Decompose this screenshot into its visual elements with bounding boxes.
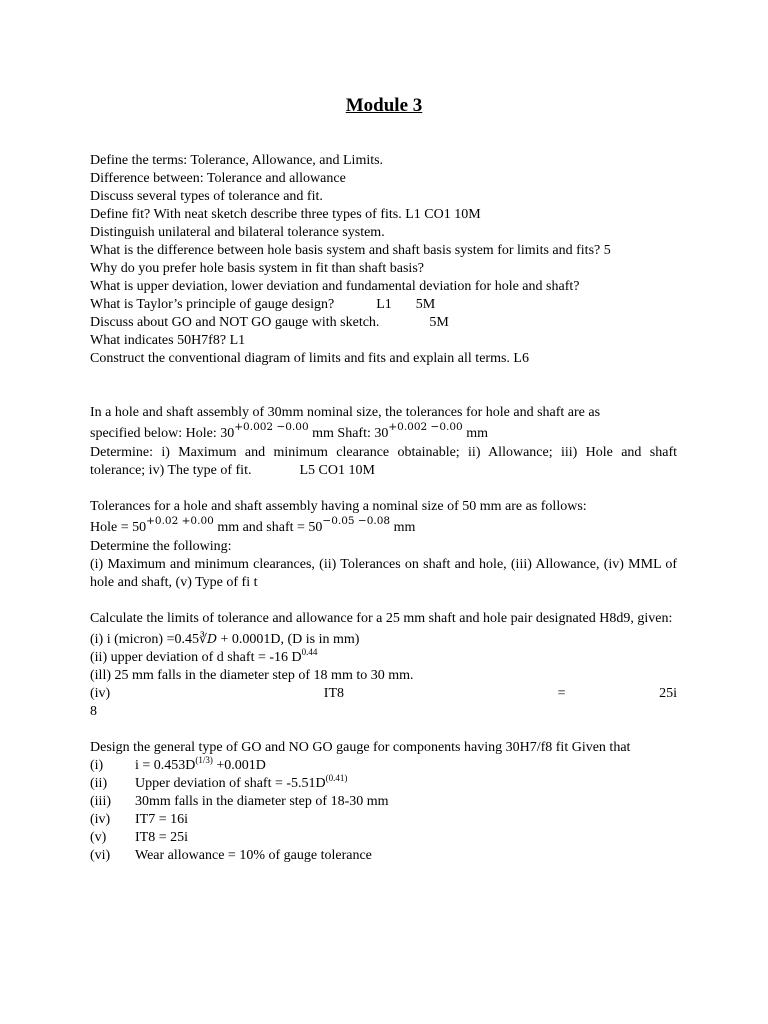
- exponent: 0.44: [301, 647, 318, 657]
- question-item: What indicates 50H7f8? L1: [90, 333, 246, 348]
- problem-4-item: (iii) 30mm falls in the diameter step of 18-30 mm: [90, 794, 389, 809]
- problem-3-item-iv: (iv) IT8 = 25i: [90, 686, 677, 701]
- question-text: Discuss about GO and NOT GO gauge with sketch.: [90, 315, 380, 330]
- shaft-deviation: −0.05 −0.08: [322, 515, 391, 527]
- problem-2-items: (i) Maximum and minimum clearances, (ii) Tolerances on shaft and hole, (iii) Allowance, (iv) MML of hole and shaft, (v) Type of fi t: [90, 557, 677, 590]
- document-body: [90, 152, 677, 865]
- problem-3-item-i: (i) i (micron) =0.45∛D + 0.0001D, (D is in mm): [90, 631, 360, 647]
- cube-root-d: ∛D: [198, 631, 217, 646]
- question-item: Define the terms: Tolerance, Allowance, and Limits.: [90, 153, 384, 168]
- problem-2-line1: Tolerances for a hole and shaft assembly having a nominal size of 50 mm are as follows:: [90, 499, 587, 514]
- question-item: What is the difference between hole basis system and shaft basis system for limits and fits? 5: [90, 243, 611, 258]
- problem-1-spec: specified below: Hole: $30^{+0.002 -0.00}$ mm Shaft: $30^{+0.002 -0.00}$ mm: [90, 421, 489, 441]
- problem-3-item-iii: (ill) 25 mm falls in the diameter step of 18 mm to 30 mm.: [90, 668, 414, 683]
- problem-1-determine: Determine: i) Maximum and minimum clearance obtainable; ii) Allowance; iii) Hole and shaft tolerance; iv) The type of fit. L5 CO1 10M: [90, 445, 677, 478]
- hole-deviation: +0.02 +0.00: [146, 515, 214, 527]
- question-item: Discuss several types of tolerance and fit.: [90, 189, 323, 204]
- short-questions: [90, 152, 677, 368]
- problem-3: [90, 610, 677, 721]
- hole-deviation: +0.002 −0.00: [234, 421, 309, 433]
- question-item: Define fit? With neat sketch describe three types of fits. L1 CO1 10M: [90, 207, 481, 222]
- problem-1-tag: L5 CO1 10M: [299, 463, 375, 478]
- question-item: Why do you prefer hole basis system in fit than shaft basis?: [90, 261, 424, 276]
- problem-1-line1: In a hole and shaft assembly of 30mm nominal size, the tolerances for hole and shaft are as: [90, 405, 601, 420]
- marks-tag: 5M: [415, 297, 436, 312]
- level-tag: L1: [376, 297, 392, 312]
- problem-1: [90, 404, 677, 480]
- question-item: Difference between: Tolerance and allowance: [90, 171, 346, 186]
- question-taylor: [90, 296, 677, 314]
- problem-3-line1: Calculate the limits of tolerance and allowance for a 25 mm shaft and hole pair designated H8d9, given:: [90, 611, 673, 626]
- problem-2: [90, 498, 677, 592]
- problem-4-item: (vi) Wear allowance = 10% of gauge tolerance: [90, 848, 372, 863]
- problem-3-item-iv-tail: 8: [90, 704, 97, 719]
- problem-4-item: (v) IT8 = 25i: [90, 830, 188, 845]
- problem-4-item: (i) $i = 0.453D^{(1/3)} +0.001D$: [90, 755, 266, 773]
- problem-3-item-ii: (ii) upper deviation of d shaft = -16 $D^{0.44}$: [90, 647, 318, 665]
- shaft-deviation: +0.002 −0.00: [388, 421, 463, 433]
- question-item: What is upper deviation, lower deviation and fundamental deviation for hole and shaft?: [90, 279, 580, 294]
- problem-2-spec: Hole = $50^{+0.02 +0.00}$ mm and shaft = $50^{-0.05 -0.08}$ mm: [90, 515, 416, 535]
- problem-4-line1: Design the general type of GO and NO GO gauge for components having 30H7/f8 fit Given that: [90, 740, 631, 755]
- problem-4-item: (iv) IT7 = 16i: [90, 812, 188, 827]
- question-text: What is Taylor’s principle of gauge design?: [90, 297, 335, 312]
- problem-2-determine: Determine the following:: [90, 539, 232, 554]
- question-gonogo: [90, 314, 677, 332]
- marks-tag: 5M: [429, 315, 449, 330]
- question-item: Construct the conventional diagram of limits and fits and explain all terms. L6: [90, 351, 529, 366]
- problem-4-item: (ii) Upper deviation of shaft = $-5.51D^{(0.41)}$: [90, 773, 348, 791]
- question-item: Distinguish unilateral and bilateral tolerance system.: [90, 225, 385, 240]
- page-title: Module 3: [345, 95, 423, 116]
- problem-4: [90, 739, 677, 865]
